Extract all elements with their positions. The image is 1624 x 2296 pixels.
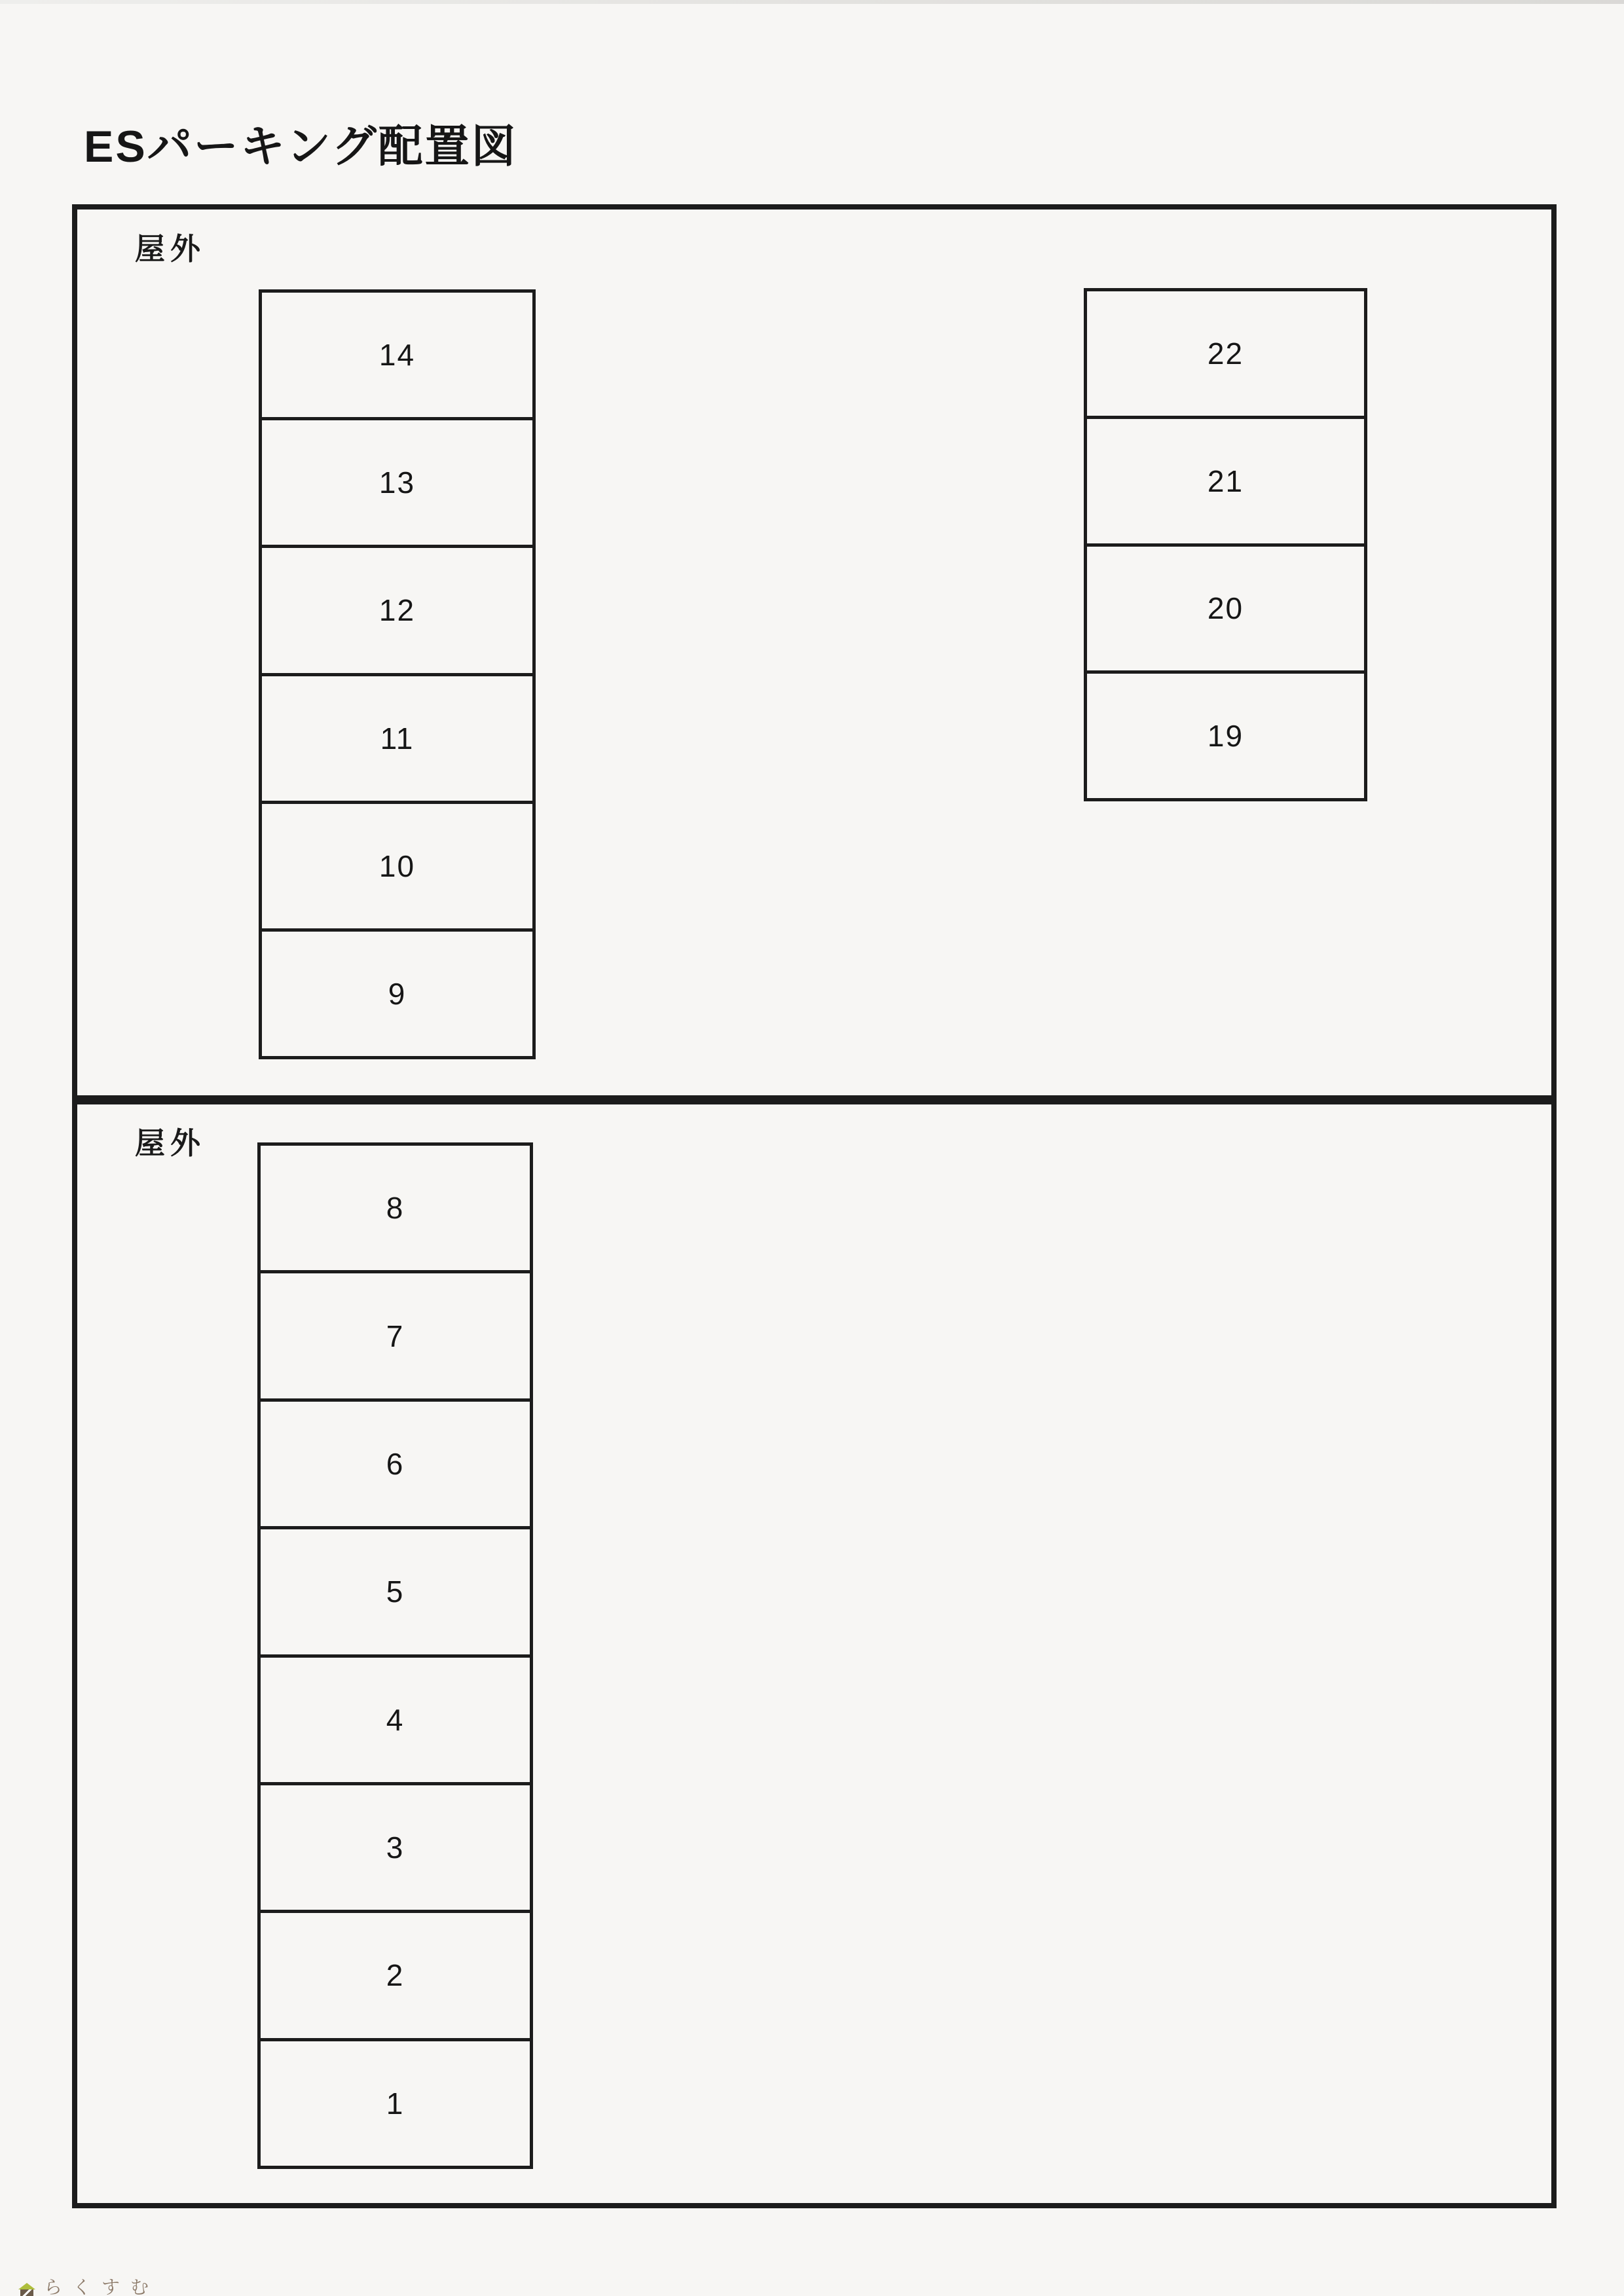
house-body-shape <box>20 2289 33 2296</box>
outdoor-label-top: 屋外 <box>135 232 206 266</box>
house-icon <box>18 2283 35 2296</box>
space-number: 21 <box>1207 464 1244 498</box>
parking-space-cell <box>1087 291 1364 419</box>
parking-space-cell <box>261 2041 530 2166</box>
page-title: ESパーキング配置図 <box>84 122 518 172</box>
space-number: 9 <box>388 976 407 1011</box>
parking-column-bottom-left <box>257 1142 533 2169</box>
rakusumu-logo <box>18 2278 159 2296</box>
parking-space-cell <box>1087 419 1364 547</box>
space-number: 19 <box>1207 719 1244 754</box>
space-number: 22 <box>1207 336 1244 371</box>
parking-space-cell <box>261 1402 530 1529</box>
space-number: 14 <box>378 338 416 373</box>
parking-space-cell <box>261 1529 530 1657</box>
space-number: 8 <box>386 1191 405 1226</box>
space-number: 11 <box>380 721 415 756</box>
space-number: 1 <box>386 2086 405 2121</box>
parking-space-cell <box>262 932 532 1056</box>
parking-space-cell <box>261 1913 530 2041</box>
parking-space-cell <box>262 548 532 676</box>
space-number: 6 <box>386 1446 405 1481</box>
space-number: 2 <box>386 1958 405 1993</box>
parking-space-cell <box>261 1273 530 1401</box>
space-number: 4 <box>386 1702 405 1737</box>
space-number: 7 <box>386 1319 405 1353</box>
parking-space-cell <box>262 293 532 420</box>
parking-space-cell <box>262 676 532 804</box>
space-number: 12 <box>378 593 416 628</box>
section-divider-line <box>72 1095 1557 1104</box>
outdoor-label-bottom: 屋外 <box>135 1126 206 1160</box>
house-roof-shape <box>18 2283 35 2289</box>
scan-edge-artifact <box>0 0 1624 4</box>
space-number: 20 <box>1207 591 1244 626</box>
space-number: 13 <box>378 465 416 500</box>
parking-space-cell <box>262 420 532 548</box>
parking-space-cell <box>261 1658 530 1785</box>
parking-space-cell <box>1087 547 1364 674</box>
parking-space-cell <box>262 804 532 932</box>
space-number: 3 <box>386 1831 405 1865</box>
space-number: 5 <box>386 1575 405 1609</box>
logo-text: らくすむ <box>44 2277 160 2296</box>
parking-space-cell <box>261 1146 530 1273</box>
parking-column-top-left <box>259 289 536 1059</box>
space-number: 10 <box>378 848 416 883</box>
parking-space-cell <box>261 1785 530 1913</box>
parking-space-cell <box>1087 674 1364 798</box>
parking-column-top-right <box>1084 288 1367 801</box>
